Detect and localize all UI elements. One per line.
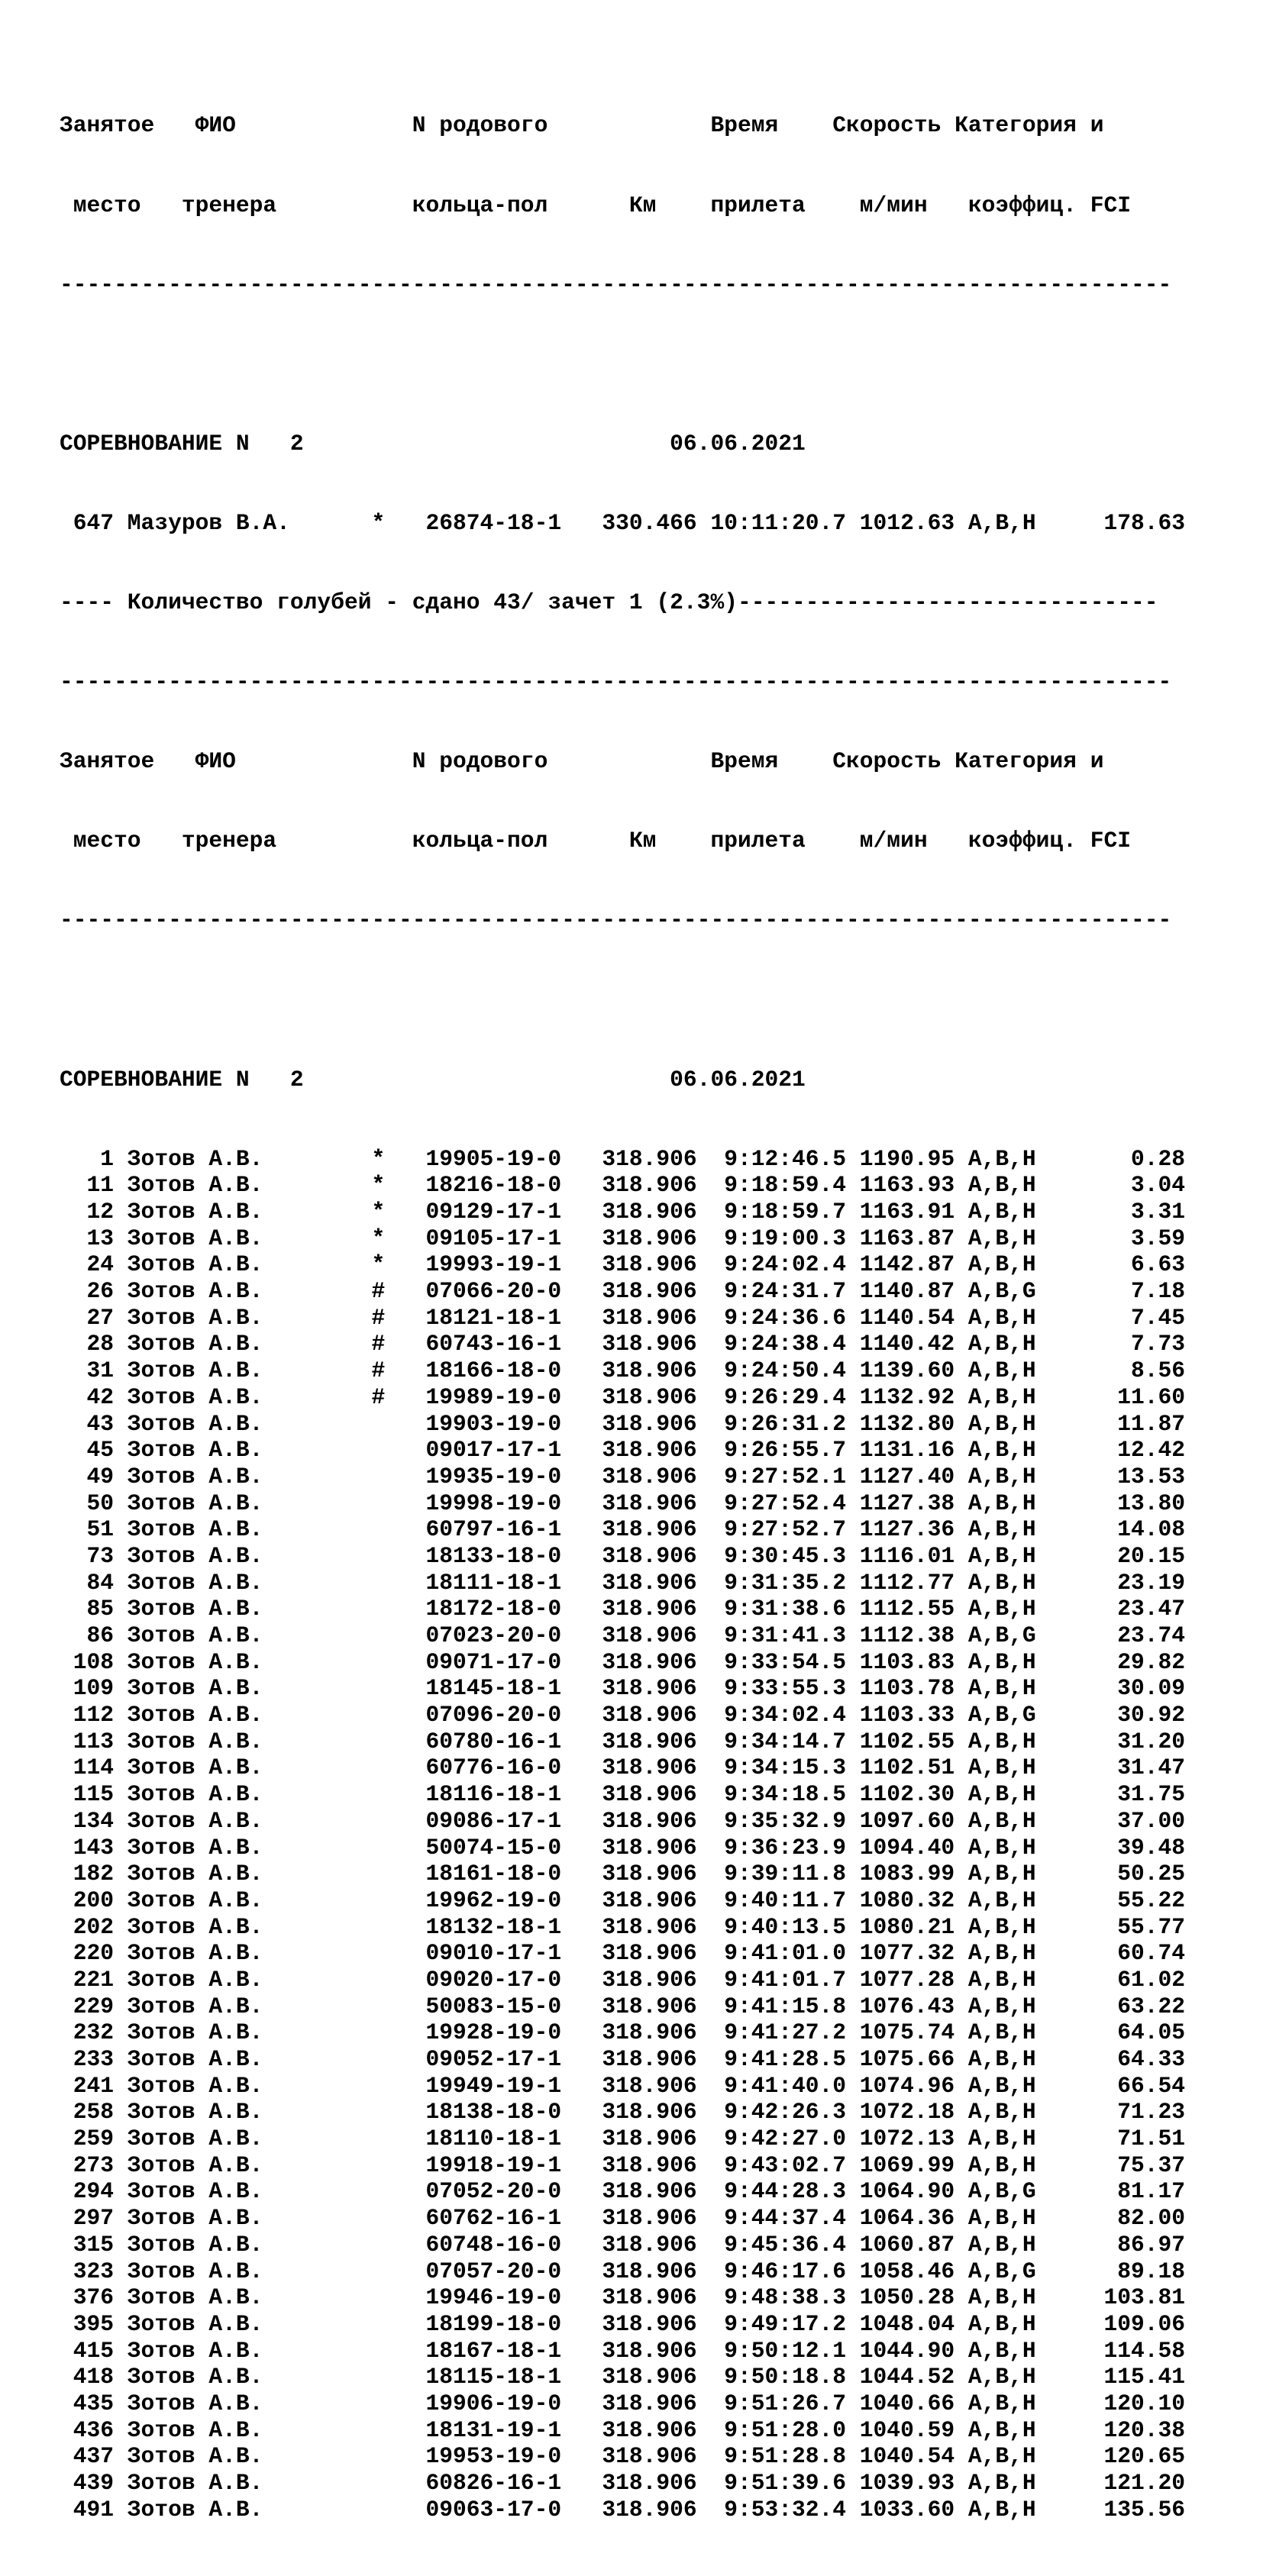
table-row: 143 Зотов А.В. 50074-15-0 318.906 9:36:23.9 1094.40 A,B,H 39.48 — [60, 1834, 1186, 1861]
table-row: 112 Зотов А.В. 07096-20-0 318.906 9:34:02.4 1103.33 A,B,G 30.92 — [60, 1702, 1186, 1729]
table-row: 28 Зотов А.В. # 60743-16-1 318.906 9:24:38.4 1140.42 A,B,H 7.73 — [60, 1331, 1186, 1357]
header-line-1: Занятое ФИО N родового Время Скорость Категория и — [60, 112, 1104, 139]
table-row: 233 Зотов А.В. 09052-17-1 318.906 9:41:28.5 1075.66 A,B,H 64.33 — [60, 2046, 1186, 2072]
table-row: 294 Зотов А.В. 07052-20-0 318.906 9:44:28.3 1064.90 A,B,G 81.17 — [60, 2178, 1186, 2205]
table-row: 27 Зотов А.В. # 18121-18-1 318.906 9:24:36.6 1140.54 A,B,H 7.45 — [60, 1304, 1186, 1331]
table-row: 491 Зотов А.В. 09063-17-0 318.906 9:53:32.4 1033.60 A,B,H 135.56 — [60, 2496, 1186, 2523]
table-row: 13 Зотов А.В. * 09105-17-1 318.906 9:19:00.3 1163.87 A,B,H 3.59 — [60, 1225, 1186, 1251]
table-row: 43 Зотов А.В. 19903-19-0 318.906 9:26:31.2 1132.80 A,B,H 11.87 — [60, 1410, 1186, 1437]
table-row: 73 Зотов А.В. 18133-18-0 318.906 9:30:45.3 1116.01 A,B,H 20.15 — [60, 1542, 1186, 1569]
table-row: 418 Зотов А.В. 18115-18-1 318.906 9:50:18.8 1044.52 A,B,H 115.41 — [60, 2364, 1186, 2390]
blank-line — [60, 351, 1185, 378]
header-line-1-repeat: Занятое ФИО N родового Время Скорость Категория и — [60, 748, 1104, 775]
table-row: 113 Зотов А.В. 60780-16-1 318.906 9:34:14.7 1102.55 A,B,H 31.20 — [60, 1728, 1186, 1754]
table-row: 85 Зотов А.В. 18172-18-0 318.906 9:31:38.6 1112.55 A,B,H 23.47 — [60, 1596, 1186, 1622]
table-row: 241 Зотов А.В. 19949-19-1 318.906 9:41:40.0 1074.96 A,B,H 66.54 — [60, 2072, 1186, 2099]
table-row: 84 Зотов А.В. 18111-18-1 318.906 9:31:35.2 1112.77 A,B,H 23.19 — [60, 1569, 1186, 1596]
header-line-2-repeat: место тренера кольца-пол Км прилета м/мин коэффиц. FCI — [60, 828, 1131, 854]
table-row: 26 Зотов А.В. # 07066-20-0 318.906 9:24:31.7 1140.87 A,B,G 7.18 — [60, 1278, 1186, 1305]
table-row: 435 Зотов А.В. 19906-19-0 318.906 9:51:26.7 1040.66 A,B,H 120.10 — [60, 2390, 1186, 2416]
table-row: 115 Зотов А.В. 18116-18-1 318.906 9:34:18.5 1102.30 A,B,H 31.75 — [60, 1781, 1186, 1808]
table-row: 439 Зотов А.В. 60826-16-1 318.906 9:51:39.6 1039.93 A,B,H 121.20 — [60, 2470, 1186, 2496]
table-row: 395 Зотов А.В. 18199-18-0 318.906 9:49:17.2 1048.04 A,B,H 109.06 — [60, 2310, 1186, 2337]
table-row: 134 Зотов А.В. 09086-17-1 318.906 9:35:32.9 1097.60 A,B,H 37.00 — [60, 1807, 1186, 1834]
table-row: 114 Зотов А.В. 60776-16-0 318.906 9:34:15.3 1102.51 A,B,H 31.47 — [60, 1754, 1186, 1781]
table-row: 258 Зотов А.В. 18138-18-0 318.906 9:42:26.3 1072.18 A,B,H 71.23 — [60, 2099, 1186, 2126]
table-row: 108 Зотов А.В. 09071-17-0 318.906 9:33:54.5 1103.83 A,B,H 29.82 — [60, 1648, 1186, 1675]
table-row: 437 Зотов А.В. 19953-19-0 318.906 9:51:28.8 1040.54 A,B,H 120.65 — [60, 2443, 1186, 2470]
table-row: 647 Мазуров В.А. * 26874-18-1 330.466 10:11:20.7 1012.63 A,B,H 178.63 — [60, 509, 1186, 536]
section1-footer: ---- Количество голубей - сдано 43/ зачет 1 (2.3%)------------------------------- — [60, 589, 1158, 615]
table-row: 45 Зотов А.В. 09017-17-1 318.906 9:26:55.7 1131.16 A,B,H 12.42 — [60, 1437, 1186, 1464]
section1-rows — [60, 510, 1185, 537]
table-row: 232 Зотов А.В. 19928-19-0 318.906 9:41:27.2 1075.74 A,B,H 64.05 — [60, 2019, 1186, 2046]
table-row: 49 Зотов А.В. 19935-19-0 318.906 9:27:52.1 1127.40 A,B,H 13.53 — [60, 1463, 1186, 1490]
header-rule-repeat: ---------------------------------------------------------------------------------- — [60, 907, 1172, 934]
table-row: 315 Зотов А.В. 60748-16-0 318.906 9:45:36.4 1060.87 A,B,H 86.97 — [60, 2231, 1186, 2258]
header-rule: ---------------------------------------------------------------------------------- — [60, 271, 1172, 298]
table-row: 24 Зотов А.В. * 19993-19-1 318.906 9:24:02.4 1142.87 A,B,H 6.63 — [60, 1251, 1186, 1278]
table-row: 229 Зотов А.В. 50083-15-0 318.906 9:41:15.8 1076.43 A,B,H 63.22 — [60, 1993, 1186, 2019]
section-separator-rule: ---------------------------------------------------------------------------------- — [60, 669, 1172, 696]
table-row: 415 Зотов А.В. 18167-18-1 318.906 9:50:12.1 1044.90 A,B,H 114.58 — [60, 2337, 1186, 2364]
table-row: 259 Зотов А.В. 18110-18-1 318.906 9:42:27.0 1072.13 A,B,H 71.51 — [60, 2126, 1186, 2152]
table-row: 436 Зотов А.В. 18131-19-1 318.906 9:51:28.0 1040.59 A,B,H 120.38 — [60, 2416, 1186, 2443]
results-sheet — [60, 60, 1185, 2576]
table-row: 31 Зотов А.В. # 18166-18-0 318.906 9:24:50.4 1139.60 A,B,H 8.56 — [60, 1357, 1186, 1384]
table-row: 200 Зотов А.В. 19962-19-0 318.906 9:40:11.7 1080.32 A,B,H 55.22 — [60, 1887, 1186, 1913]
table-row: 297 Зотов А.В. 60762-16-1 318.906 9:44:37.4 1064.36 A,B,H 82.00 — [60, 2205, 1186, 2232]
section1-title: СОРЕВНОВАНИЕ N 2 06.06.2021 — [60, 430, 806, 457]
table-row: 1 Зотов А.В. * 19905-19-0 318.906 9:12:46.5 1190.95 A,B,H 0.28 — [60, 1145, 1186, 1172]
table-row: 221 Зотов А.В. 09020-17-0 318.906 9:41:01.7 1077.28 A,B,H 61.02 — [60, 1966, 1186, 1993]
section2-rows — [60, 1146, 1185, 2523]
table-row: 86 Зотов А.В. 07023-20-0 318.906 9:31:41.3 1112.38 A,B,G 23.74 — [60, 1622, 1186, 1648]
table-row: 376 Зотов А.В. 19946-19-0 318.906 9:48:38.3 1050.28 A,B,H 103.81 — [60, 2284, 1186, 2311]
table-row: 12 Зотов А.В. * 09129-17-1 318.906 9:18:59.7 1163.91 A,B,H 3.31 — [60, 1199, 1186, 1225]
table-row: 202 Зотов А.В. 18132-18-1 318.906 9:40:13.5 1080.21 A,B,H 55.77 — [60, 1913, 1186, 1940]
header-line-2: место тренера кольца-пол Км прилета м/мин коэффиц. FCI — [60, 192, 1131, 218]
section2-title: СОРЕВНОВАНИЕ N 2 06.06.2021 — [60, 1066, 806, 1093]
table-row: 51 Зотов А.В. 60797-16-1 318.906 9:27:52.7 1127.36 A,B,H 14.08 — [60, 1516, 1186, 1543]
table-row: 182 Зотов А.В. 18161-18-0 318.906 9:39:11.8 1083.99 A,B,H 50.25 — [60, 1861, 1186, 1887]
table-row: 323 Зотов А.В. 07057-20-0 318.906 9:46:17.6 1058.46 A,B,G 89.18 — [60, 2258, 1186, 2284]
blank-line-2 — [60, 986, 1185, 1013]
table-row: 50 Зотов А.В. 19998-19-0 318.906 9:27:52.4 1127.38 A,B,H 13.80 — [60, 1490, 1186, 1516]
table-row: 42 Зотов А.В. # 19989-19-0 318.906 9:26:29.4 1132.92 A,B,H 11.60 — [60, 1383, 1186, 1410]
table-row: 11 Зотов А.В. * 18216-18-0 318.906 9:18:59.4 1163.93 A,B,H 3.04 — [60, 1172, 1186, 1199]
table-row: 220 Зотов А.В. 09010-17-1 318.906 9:41:01.0 1077.32 A,B,H 60.74 — [60, 1940, 1186, 1967]
table-row: 109 Зотов А.В. 18145-18-1 318.906 9:33:55.3 1103.78 A,B,H 30.09 — [60, 1675, 1186, 1702]
table-row: 273 Зотов А.В. 19918-19-1 318.906 9:43:02.7 1069.99 A,B,H 75.37 — [60, 2152, 1186, 2178]
